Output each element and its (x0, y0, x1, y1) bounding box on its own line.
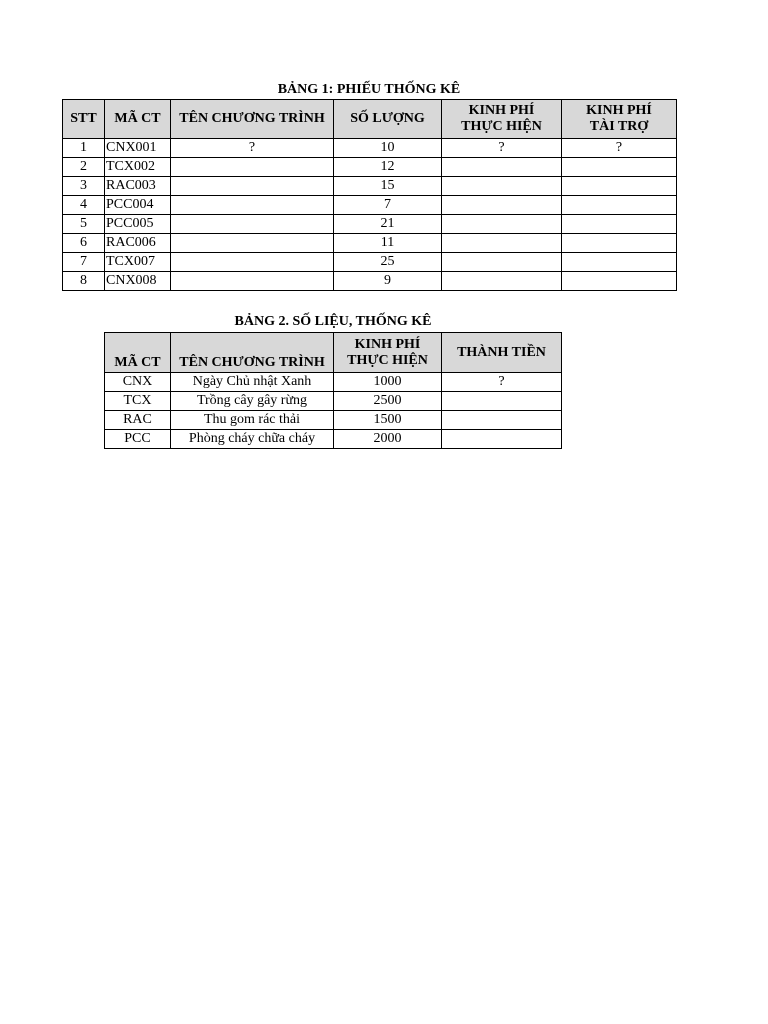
cell-kinh-phi-thuc-hien[interactable]: 1000 (334, 373, 442, 392)
header-kinh-phi-thuc-hien[interactable] (442, 100, 562, 139)
header-so-luong[interactable]: SỐ LƯỢNG (334, 100, 442, 139)
cell-ma-ct[interactable]: RAC006 (105, 234, 171, 253)
cell-ma-ct[interactable]: RAC (105, 411, 171, 430)
cell-ten-chuong-trinh[interactable]: Thu gom rác thải (171, 411, 334, 430)
table-row (105, 411, 562, 430)
cell-stt[interactable]: 1 (63, 139, 105, 158)
header-kinh-phi-tai-tro[interactable] (562, 100, 677, 139)
cell-kinh-phi-tai-tro[interactable] (562, 272, 677, 291)
cell-stt[interactable]: 3 (63, 177, 105, 196)
table-row (63, 234, 677, 253)
cell-kinh-phi-thuc-hien[interactable] (442, 177, 562, 196)
table-row (105, 373, 562, 392)
cell-kinh-phi-tai-tro[interactable] (562, 196, 677, 215)
cell-so-luong[interactable]: 9 (334, 272, 442, 291)
cell-ma-ct[interactable]: PCC (105, 430, 171, 449)
cell-thanh-tien[interactable]: ? (442, 373, 562, 392)
header-ten-chuong-trinh[interactable]: TÊN CHƯƠNG TRÌNH (171, 100, 334, 139)
header-ma-ct[interactable]: MÃ CT (105, 333, 171, 373)
cell-ten-chuong-trinh[interactable] (171, 253, 334, 272)
header-ma-ct[interactable]: MÃ CT (105, 100, 171, 139)
header-ten-chuong-trinh[interactable]: TÊN CHƯƠNG TRÌNH (171, 333, 334, 373)
cell-ten-chuong-trinh[interactable]: Ngày Chủ nhật Xanh (171, 373, 334, 392)
table-row (63, 158, 677, 177)
cell-stt[interactable]: 5 (63, 215, 105, 234)
cell-kinh-phi-thuc-hien[interactable] (442, 253, 562, 272)
cell-ma-ct[interactable]: TCX007 (105, 253, 171, 272)
cell-ten-chuong-trinh[interactable] (171, 196, 334, 215)
cell-so-luong[interactable]: 11 (334, 234, 442, 253)
cell-kinh-phi-tai-tro[interactable] (562, 158, 677, 177)
cell-stt[interactable]: 2 (63, 158, 105, 177)
cell-kinh-phi-thuc-hien[interactable]: 1500 (334, 411, 442, 430)
table2-title: BẢNG 2. SỐ LIỆU, THỐNG KÊ (234, 314, 432, 329)
table-row (63, 139, 677, 158)
table1-phieu-thong-ke (62, 99, 677, 291)
cell-ma-ct[interactable]: PCC004 (105, 196, 171, 215)
cell-so-luong[interactable]: 25 (334, 253, 442, 272)
cell-ten-chuong-trinh[interactable] (171, 215, 334, 234)
header-kinh-phi-thuc-hien-line2: THỰC HIỆN (461, 119, 542, 134)
table1-header-row (63, 100, 677, 139)
cell-so-luong[interactable]: 21 (334, 215, 442, 234)
cell-ten-chuong-trinh[interactable] (171, 177, 334, 196)
table2-header-row (105, 333, 562, 373)
table-row (63, 272, 677, 291)
table-row (105, 430, 562, 449)
table-row (63, 196, 677, 215)
cell-ma-ct[interactable]: CNX001 (105, 139, 171, 158)
cell-ma-ct[interactable]: PCC005 (105, 215, 171, 234)
cell-ten-chuong-trinh[interactable]: ? (171, 139, 334, 158)
cell-ten-chuong-trinh[interactable]: Phòng cháy chữa cháy (171, 430, 334, 449)
cell-ten-chuong-trinh[interactable] (171, 158, 334, 177)
header-kinh-phi-thuc-hien-line1: KINH PHÍ (468, 103, 535, 118)
cell-thanh-tien[interactable] (442, 430, 562, 449)
cell-kinh-phi-tai-tro[interactable] (562, 177, 677, 196)
cell-ma-ct[interactable]: TCX (105, 392, 171, 411)
cell-so-luong[interactable]: 12 (334, 158, 442, 177)
header-kinh-phi-thuc-hien[interactable] (334, 333, 442, 373)
cell-stt[interactable]: 6 (63, 234, 105, 253)
table-row (105, 392, 562, 411)
cell-kinh-phi-tai-tro[interactable]: ? (562, 139, 677, 158)
cell-kinh-phi-thuc-hien[interactable] (442, 272, 562, 291)
cell-ma-ct[interactable]: TCX002 (105, 158, 171, 177)
cell-thanh-tien[interactable] (442, 392, 562, 411)
cell-kinh-phi-thuc-hien[interactable]: ? (442, 139, 562, 158)
table-row (63, 177, 677, 196)
cell-thanh-tien[interactable] (442, 411, 562, 430)
table-row (63, 253, 677, 272)
cell-kinh-phi-tai-tro[interactable] (562, 253, 677, 272)
cell-ten-chuong-trinh[interactable]: Trồng cây gây rừng (171, 392, 334, 411)
cell-kinh-phi-thuc-hien[interactable] (442, 215, 562, 234)
header-thanh-tien[interactable]: THÀNH TIỀN (442, 333, 562, 373)
cell-ma-ct[interactable]: CNX (105, 373, 171, 392)
cell-ten-chuong-trinh[interactable] (171, 272, 334, 291)
cell-ten-chuong-trinh[interactable] (171, 234, 334, 253)
table1-title: BẢNG 1: PHIẾU THỐNG KÊ (277, 82, 461, 97)
header-stt[interactable]: STT (63, 100, 105, 139)
cell-so-luong[interactable]: 10 (334, 139, 442, 158)
header-kinh-phi-tai-tro-line1: KINH PHÍ (586, 103, 652, 118)
header-kinh-phi-tai-tro-line2: TÀI TRỢ (589, 119, 649, 134)
cell-kinh-phi-thuc-hien[interactable]: 2000 (334, 430, 442, 449)
cell-so-luong[interactable]: 7 (334, 196, 442, 215)
table-row (63, 215, 677, 234)
cell-kinh-phi-thuc-hien[interactable] (442, 234, 562, 253)
cell-stt[interactable]: 7 (63, 253, 105, 272)
header-kinh-phi-thuc-hien-line2: THỰC HIỆN (347, 352, 428, 368)
cell-kinh-phi-thuc-hien[interactable]: 2500 (334, 392, 442, 411)
table2-so-lieu-thong-ke (104, 332, 562, 449)
header-kinh-phi-thuc-hien-line1: KINH PHÍ (354, 336, 421, 352)
cell-ma-ct[interactable]: RAC003 (105, 177, 171, 196)
cell-stt[interactable]: 8 (63, 272, 105, 291)
cell-ma-ct[interactable]: CNX008 (105, 272, 171, 291)
cell-kinh-phi-thuc-hien[interactable] (442, 158, 562, 177)
cell-kinh-phi-tai-tro[interactable] (562, 215, 677, 234)
cell-so-luong[interactable]: 15 (334, 177, 442, 196)
cell-kinh-phi-tai-tro[interactable] (562, 234, 677, 253)
cell-stt[interactable]: 4 (63, 196, 105, 215)
cell-kinh-phi-thuc-hien[interactable] (442, 196, 562, 215)
